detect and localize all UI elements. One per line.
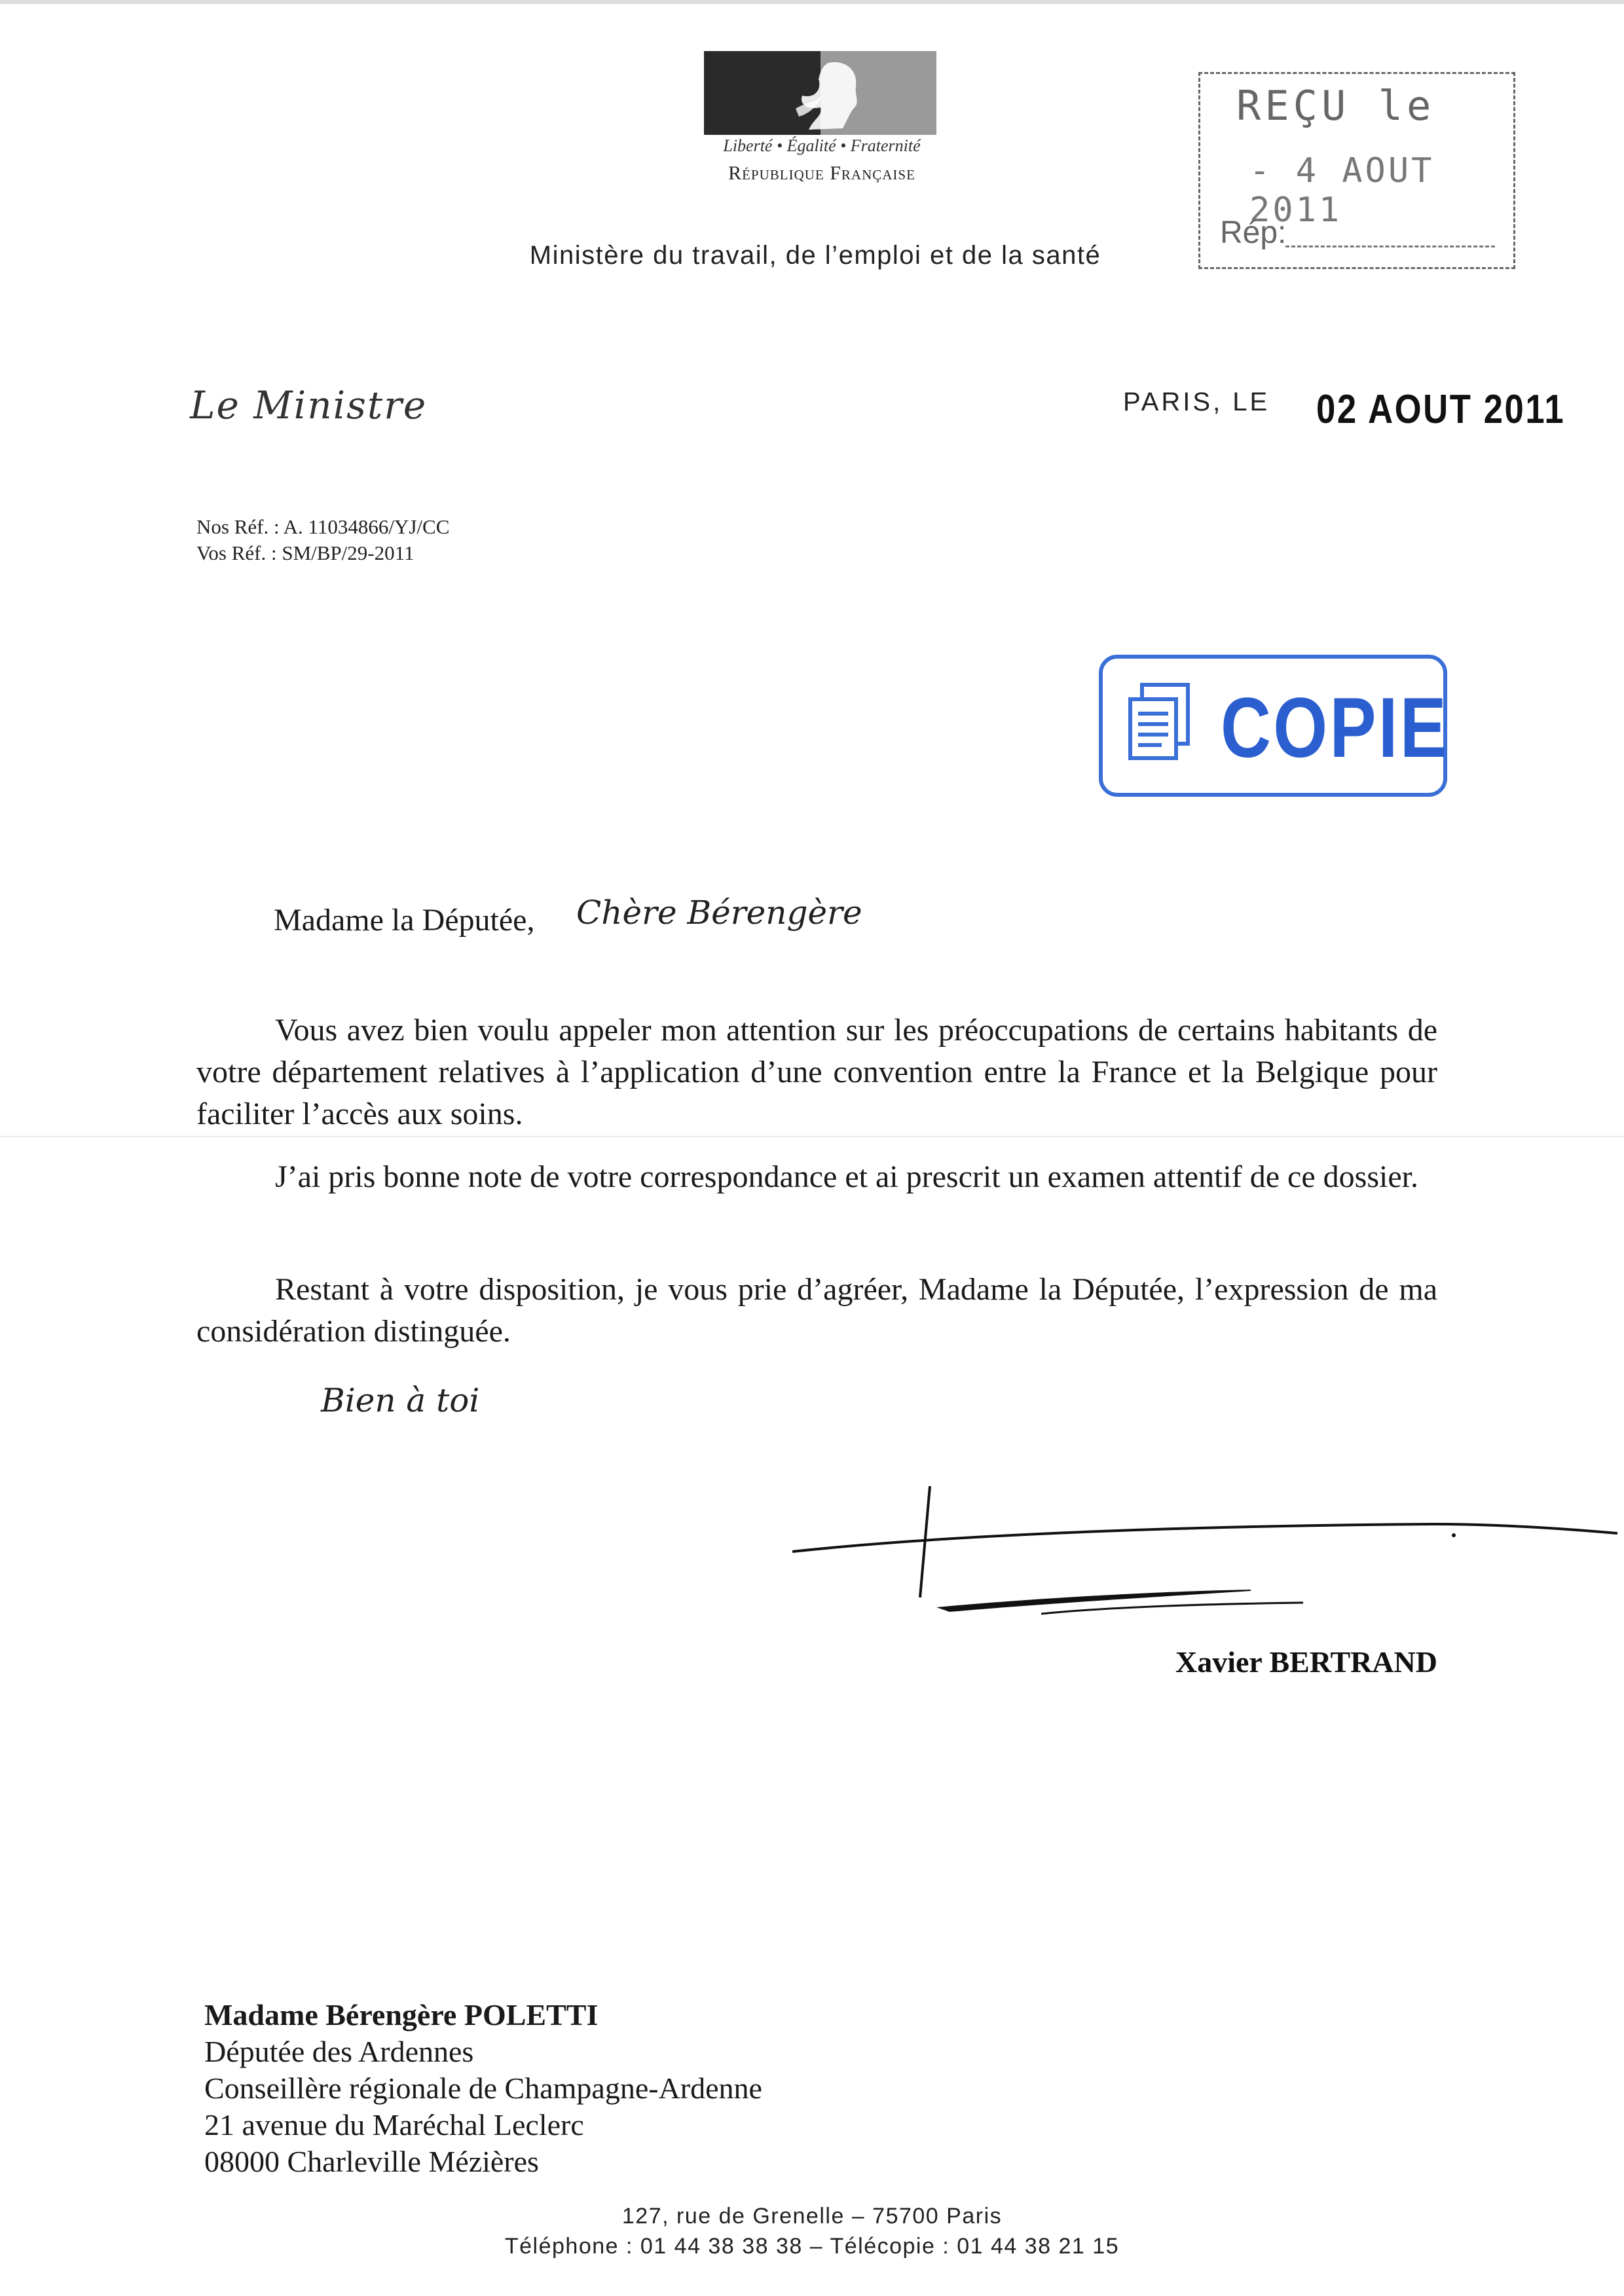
your-reference: Vos Réf. : SM/BP/29-2011 <box>196 541 415 564</box>
paragraph-1 <box>196 1010 1437 1135</box>
copy-stamp <box>1099 655 1447 797</box>
addressee-line-1: Députée des Ardennes <box>204 2035 474 2068</box>
handwritten-closing: Bien à toi <box>321 1381 480 1419</box>
scan-edge <box>0 0 1624 4</box>
paragraph-2-text: J’ai pris bonne note de votre correspondance et ai prescrit un examen attentif de ce dossier. <box>275 1159 1418 1194</box>
paragraph-3 <box>196 1269 1437 1353</box>
signature-icon <box>779 1486 1624 1643</box>
handwritten-salutation: Chère Bérengère <box>576 894 862 932</box>
copy-stamp-text: COPIE <box>1221 680 1449 775</box>
date-label: PARIS, LE <box>1123 388 1270 416</box>
footer-phones: Téléphone : 01 44 38 38 38 – Télécopie : 01 44 38 21 15 <box>504 2234 1120 2259</box>
received-stamp-rep: Rép: <box>1220 215 1287 250</box>
paragraph-3-text: Restant à votre disposition, je vous prie d’agréer, Madame la Députée, l’expression de ma considération distinguée. <box>196 1272 1437 1349</box>
references <box>196 514 449 566</box>
received-stamp-date: - 4 AOUT 2011 <box>1249 151 1435 230</box>
footer-address: 127, rue de Grenelle – 75700 Paris <box>621 2204 1003 2229</box>
addressee-line-4: 08000 Charleville Mézières <box>204 2145 539 2178</box>
addressee-name: Madame Bérengère POLETTI <box>204 1998 599 2032</box>
received-stamp-title: REÇU le <box>1236 82 1435 130</box>
addressee-line-2: Conseillère régionale de Champagne-Ardenne <box>204 2071 762 2105</box>
paragraph-2 <box>196 1156 1437 1198</box>
signer-name: Xavier BERTRAND <box>1175 1645 1437 1679</box>
addressee-line-3: 21 avenue du Maréchal Leclerc <box>204 2108 584 2141</box>
salutation: Madame la Députée, <box>274 903 535 938</box>
republique-francaise-logo <box>704 51 936 135</box>
sender-title: Le Ministre <box>190 383 428 428</box>
paragraph-1-text: Vous avez bien voulu appeler mon attention sur les préoccupations de certains habitants de votre département relatives à l’application d’une convention entre la France et la Belgique pour faciliter l’accès aux soins. <box>196 1013 1437 1131</box>
fold-line <box>0 1136 1624 1137</box>
date-stamp: 02 AOUT 2011 <box>1316 387 1566 432</box>
our-reference: Nos Réf. : A. 11034866/YJ/CC <box>196 515 450 538</box>
addressee-block <box>204 1997 762 2180</box>
documents-icon <box>1122 680 1201 765</box>
received-stamp <box>1198 72 1515 269</box>
received-stamp-line <box>1285 246 1495 247</box>
ministry-name: Ministère du travail, de l’emploi et de la santé <box>529 241 1101 270</box>
republic-name: République Française <box>728 162 915 184</box>
footer <box>393 2201 1231 2261</box>
motto: Liberté • Égalité • Fraternité <box>723 136 921 155</box>
marianne-icon <box>783 56 874 132</box>
